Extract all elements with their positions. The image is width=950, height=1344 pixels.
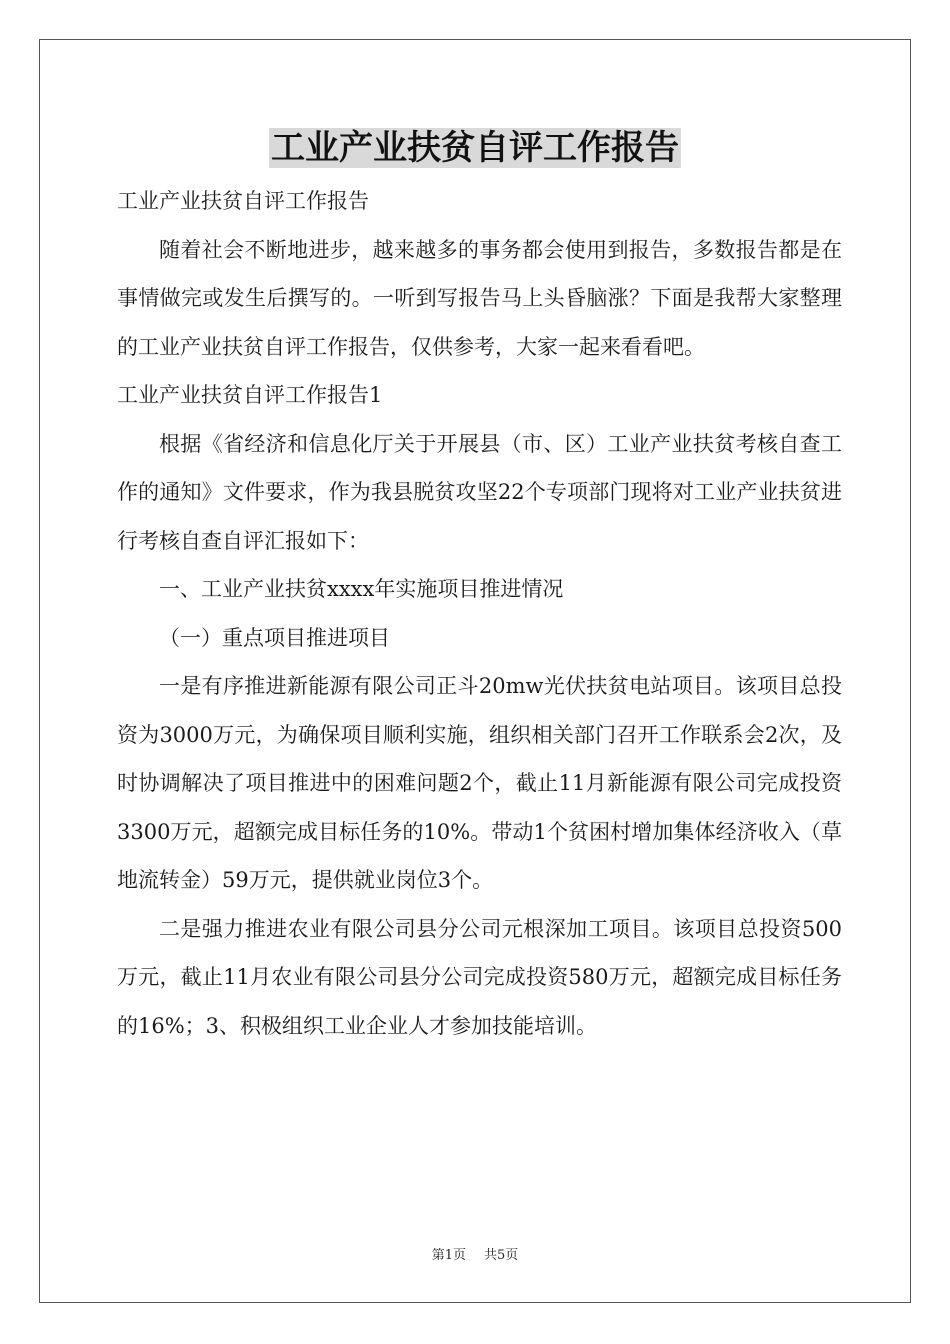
document-title-text: 工业产业扶贫自评工作报告 [271,128,679,168]
paragraph-basis: 根据《省经济和信息化厅关于开展县（市、区）工业产业扶贫考核自查工作的通知》文件要求，作为我县脱贫攻坚22个专项部门现将对工业产业扶贫进行考核自查自评汇报如下： [117,431,842,553]
page-total: 共5页 [484,1248,519,1263]
paragraph-project-1: 一是有序推进新能源有限公司正斗20mw光伏扶贫电站项目。该项目总投资为3000万元，为确保项目顺利实施，组织相关部门召开工作联系会2次，及时协调解决了项目推进中的困难问题2个，截止11月新能源有限公司完成投资3300万元，超额完成目标任务的10%。带动1个贫困村增加集体经济收入（草地流转金）59万元，提供就业岗位3个。 [117,674,842,892]
paragraph-subtitle: 工业产业扶贫自评工作报告 [117,189,369,213]
document-body [117,177,842,1050]
paragraph-intro: 随着社会不断地进步，越来越多的事务都会使用到报告，多数报告都是在事情做完或发生后撰写的。一听到写报告马上头昏脑涨？下面是我帮大家整理的工业产业扶贫自评工作报告，仅供参考，大家一起来看看吧。 [117,237,842,359]
page-number: 第1页 [431,1248,466,1263]
document-title [0,122,950,174]
page-footer [0,1244,950,1263]
paragraph-heading-1-1: （一）重点项目推进项目 [159,625,390,650]
paragraph-section-heading: 工业产业扶贫自评工作报告1 [117,383,383,407]
paragraph-heading-1: 一、工业产业扶贫xxxx年实施项目推进情况 [159,577,564,601]
paragraph-project-2: 二是强力推进农业有限公司县分公司元根深加工项目。该项目总投资500万元，截止11月农业有限公司县分公司完成投资580万元，超额完成目标任务的16%；3、积极组织工业企业人才参加技能培训。 [117,916,842,1038]
